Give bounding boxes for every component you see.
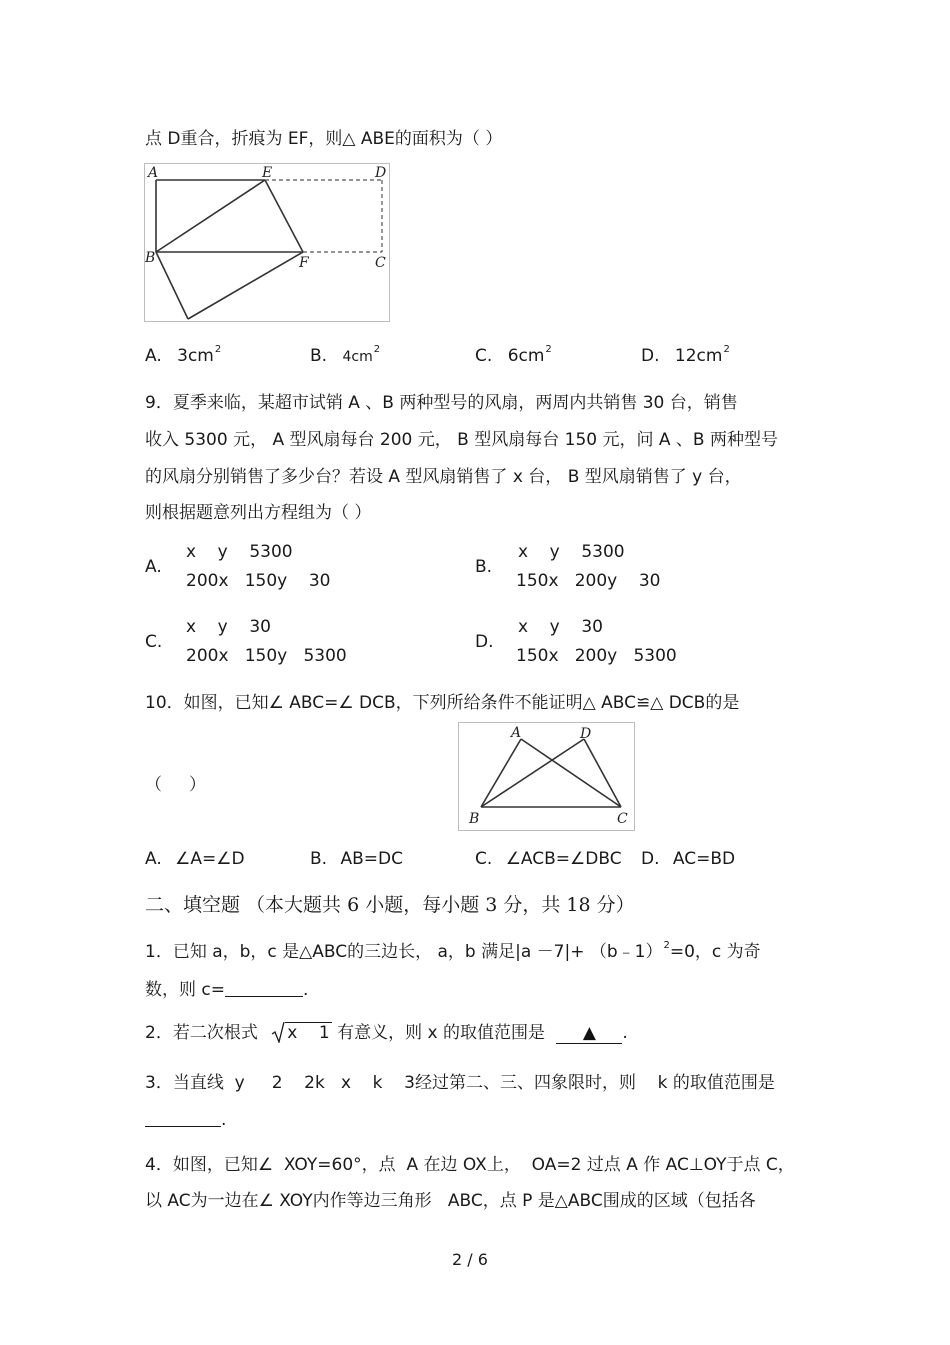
option-sup: 2	[723, 344, 730, 355]
fill-q1-tail: =0，c 为奇	[669, 942, 761, 962]
option-letter: D.	[641, 849, 660, 869]
fill-q3-line2	[145, 1108, 226, 1130]
q8-figure	[144, 163, 390, 322]
fill-q3-end: .	[221, 1110, 227, 1130]
q10-figure	[458, 722, 635, 831]
option-text: ∠A=∠D	[175, 849, 245, 869]
q9-line-1: 9．夏季来临，某超市试销 A 、B 两种型号的风扇，两周内共销售 30 台，销售	[145, 393, 738, 413]
q8-option-d	[641, 346, 730, 366]
q10-paren: （ ）	[145, 775, 207, 795]
option-sup: 2	[545, 344, 552, 355]
q10-label-d: D	[580, 726, 592, 742]
fill-q1-line2	[145, 975, 308, 1000]
fill-q2-radicand: x 1	[287, 1023, 330, 1043]
fill-q4-line1: 4．如图，已知∠ XOY=60°，点 A 在边 OX上， OA=2 过点 A 作 AC⊥OY于点 C，	[145, 1155, 795, 1175]
q9-option-b-eq1: x y 5300	[518, 542, 625, 562]
option-text: AC=BD	[672, 849, 736, 869]
fill-q1-line2-text: 数，则 c=	[145, 980, 225, 1000]
q10-option-b	[310, 849, 403, 869]
fill-q4-line2: 以 AC为一边在∠ XOY内作等边三角形 ABC，点 P 是△ABC围成的区域（包括各	[145, 1191, 756, 1211]
fill-q2-post: 有意义，则 x 的取值范围是	[337, 1023, 546, 1043]
fill-q2-end: .	[622, 1023, 628, 1043]
q9-line-4: 则根据题意列出方程组为（ ）	[145, 503, 372, 523]
triangle-marker-icon: ▲	[582, 1023, 596, 1043]
q9-option-d-eq1: x y 30	[518, 617, 603, 637]
q9-option-d-eq2: 150x 200y 5300	[516, 646, 677, 666]
q8-label-b: B	[145, 250, 156, 266]
q10-label-b: B	[469, 811, 480, 827]
q8-option-b	[310, 346, 380, 366]
q9-line-3: 的风扇分别销售了多少台？若设 A 型风扇销售了 x 台， B 型风扇销售了 y 台，	[145, 467, 742, 487]
fill-q2-pre: 2．若二次根式	[145, 1023, 258, 1043]
q9-option-c-letter: C.	[145, 632, 163, 652]
q8-figure-svg	[145, 164, 389, 321]
q8-label-a: A	[148, 165, 159, 181]
radical-glyph	[271, 1021, 285, 1043]
option-letter: C.	[475, 346, 493, 366]
sqrt-sign-icon	[271, 1021, 332, 1043]
q8-label-e: E	[262, 165, 273, 181]
fill-q2-answer-blank[interactable]	[556, 1023, 622, 1044]
option-sup: 2	[373, 344, 381, 355]
q9-option-a-eq2: 200x 150y 30	[186, 571, 331, 591]
option-value: 6cm	[507, 346, 545, 366]
option-letter: D.	[641, 346, 660, 366]
q8-label-c: C	[375, 255, 386, 271]
option-value: 12cm	[674, 346, 723, 366]
q10-label-a: A	[511, 725, 522, 741]
q9-option-c-eq2: 200x 150y 5300	[186, 646, 347, 666]
q9-option-d-letter: D.	[475, 632, 494, 652]
option-letter: A.	[145, 849, 162, 869]
option-value: 4cm	[342, 349, 373, 365]
q8-option-c	[475, 346, 552, 366]
option-letter: B.	[310, 849, 328, 869]
q9-option-c-eq1: x y 30	[186, 617, 271, 637]
option-value: 3cm	[177, 346, 214, 366]
fill-q1-sup: 2	[663, 940, 670, 951]
page-number: 2 / 6	[452, 1250, 488, 1269]
q9-option-a-letter: A.	[145, 557, 162, 577]
option-letter: A.	[145, 346, 162, 366]
option-letter: C.	[475, 849, 493, 869]
q8-stem-tail: 点 D重合，折痕为 EF，则△ ABE的面积为（ ）	[145, 129, 503, 149]
fill-q1-answer-blank[interactable]	[225, 978, 303, 997]
section-2-title: 二、填空题 （本大题共 6 小题，每小题 3 分，共 18 分）	[145, 894, 635, 916]
fill-q3-answer-blank[interactable]	[145, 1108, 221, 1127]
option-sup: 2	[214, 344, 222, 355]
option-text: AB=DC	[340, 849, 403, 869]
option-letter: B.	[310, 346, 328, 366]
q10-figure-svg	[459, 723, 634, 830]
q10-stem: 10．如图，已知∠ ABC=∠ DCB，下列所给条件不能证明△ ABC≌△ DCB的是	[145, 693, 740, 713]
fill-q3-line1: 3．当直线 y 2 2k x k 3经过第二、三、四象限时，则 k 的取值范围是	[145, 1073, 775, 1093]
q8-label-f: F	[299, 255, 309, 271]
fill-q1-line1	[145, 937, 761, 962]
fill-q1-text: 1．已知 a，b，c 是△ABC的三边长， a，b 满足|a －7|+ （b﹣1）	[145, 942, 663, 962]
q8-option-a	[145, 346, 221, 366]
q8-label-d: D	[375, 165, 387, 181]
option-text: ∠ACB=∠DBC	[505, 849, 622, 869]
q10-option-a	[145, 849, 245, 869]
q9-line-2: 收入 5300 元， A 型风扇每台 200 元， B 型风扇每台 150 元，问 A 、B 两种型号	[145, 430, 778, 450]
q10-option-c	[475, 849, 622, 869]
q10-option-d	[641, 849, 735, 869]
q9-option-b-eq2: 150x 200y 30	[516, 571, 661, 591]
fill-q1-end: .	[303, 980, 309, 1000]
q9-option-b-letter: B.	[475, 557, 493, 577]
fill-q2-line	[145, 1018, 628, 1044]
q10-label-c: C	[617, 811, 628, 827]
q9-option-a-eq1: x y 5300	[186, 542, 293, 562]
